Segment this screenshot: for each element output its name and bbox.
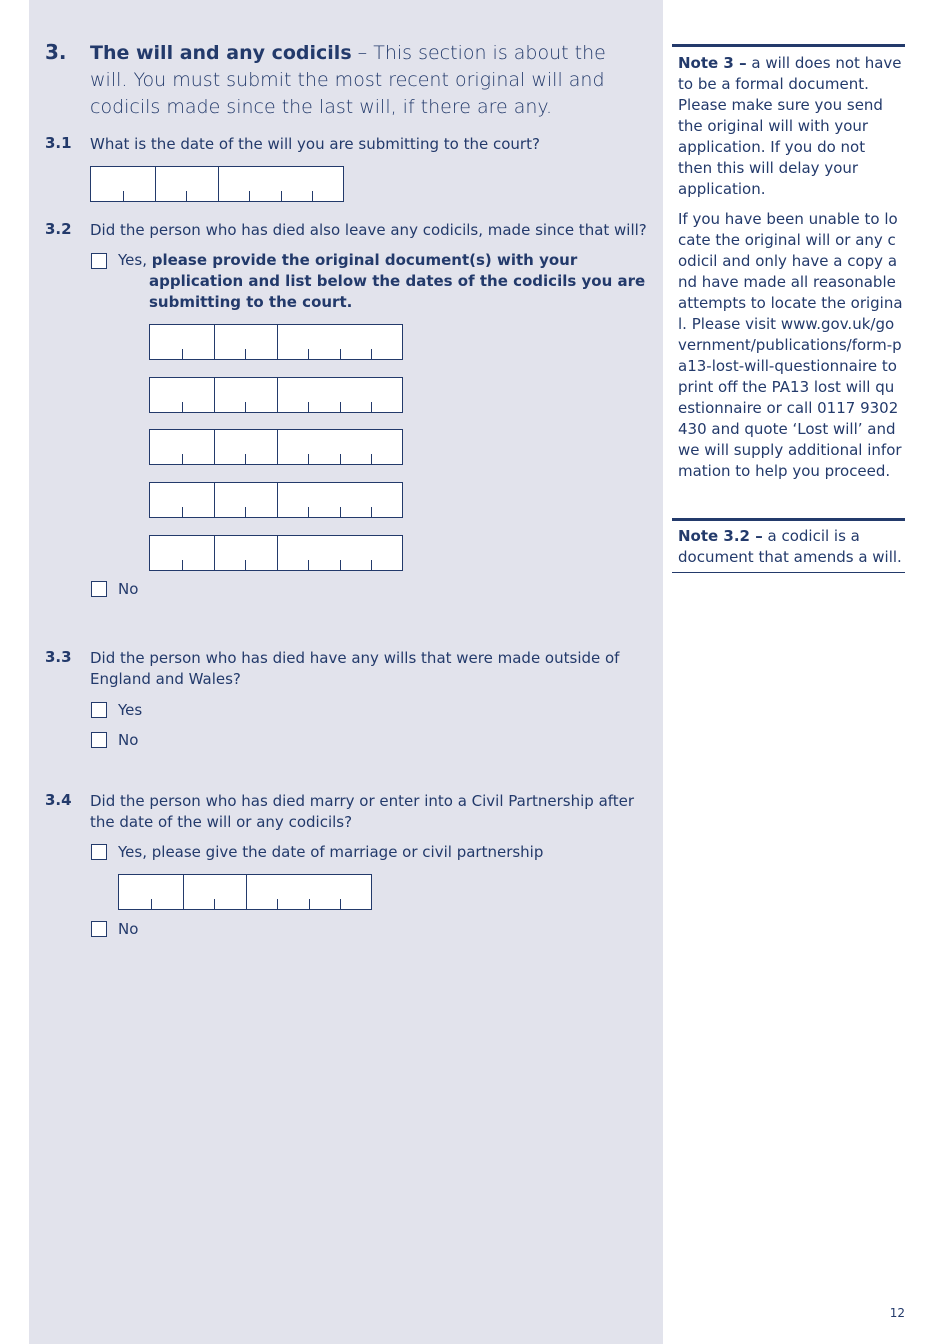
q33-yes-checkbox[interactable] bbox=[91, 702, 107, 718]
marriage-date-field[interactable] bbox=[118, 874, 372, 910]
q32-number: 3.2 bbox=[45, 220, 72, 238]
q33-no-label: No bbox=[118, 731, 139, 749]
note32-rule bbox=[672, 518, 905, 521]
q32-yes-prefix: Yes, bbox=[118, 251, 152, 269]
note3-rule bbox=[672, 44, 905, 47]
codicil-date-field-2[interactable] bbox=[149, 377, 403, 413]
section-number: 3. bbox=[45, 40, 67, 64]
q32-no-checkbox[interactable] bbox=[91, 581, 107, 597]
q34-yes-label: Yes, please give the date of marriage or civil partnership bbox=[118, 843, 544, 861]
q34-number: 3.4 bbox=[45, 791, 72, 809]
will-date-field[interactable] bbox=[90, 166, 344, 202]
note3-text: a will does not have to be a formal document. Please make sure you send the original will with your application. If you do not then this will delay your application. bbox=[678, 54, 902, 198]
note32-bottom-rule bbox=[672, 572, 905, 573]
q33-yes-label: Yes bbox=[118, 701, 143, 719]
q32-yes-checkbox[interactable] bbox=[91, 253, 107, 269]
section-title: The will and any codicils bbox=[90, 42, 352, 64]
q32-yes-instruction: please provide the original document(s) with your application and list below the dates of the codicils you are submitting to the court. bbox=[149, 251, 646, 311]
q34-no-checkbox[interactable] bbox=[91, 921, 107, 937]
codicil-date-field-5[interactable] bbox=[149, 535, 403, 571]
note32-text: a codicil is a document that amends a will. bbox=[678, 527, 902, 566]
codicil-date-field-4[interactable] bbox=[149, 482, 403, 518]
q34-yes-checkbox[interactable] bbox=[91, 844, 107, 860]
page-number: 12 bbox=[889, 1306, 905, 1320]
note32-label: Note 3.2 – bbox=[678, 527, 763, 545]
section-heading bbox=[90, 40, 630, 121]
q33-text: Did the person who has died have any wills that were made outside of England and Wales? bbox=[90, 649, 620, 688]
codicil-date-field-1[interactable] bbox=[149, 324, 403, 360]
section-intro: – This section is about the will. You must submit the most recent original will and codicils made since the last will, if there are any. bbox=[90, 42, 606, 118]
note3 bbox=[678, 53, 903, 200]
q32-text: Did the person who has died also leave any codicils, made since that will? bbox=[90, 221, 647, 239]
q32-no-label: No bbox=[118, 580, 139, 598]
q33-no-checkbox[interactable] bbox=[91, 732, 107, 748]
note3-label: Note 3 – bbox=[678, 54, 747, 72]
q34-text: Did the person who has died marry or enter into a Civil Partnership after the date of the will or any codicils? bbox=[90, 792, 635, 831]
q34-no-label: No bbox=[118, 920, 139, 938]
note3-paragraph-2: If you have been unable to locate the original will or any codicil and only have a copy and have made all reasonable attempts to locate the original. Please visit www.gov.uk/government/publications/form-pa13-lost-will-questionnaire to print off the PA13 lost will questionnaire or call 0117 9302430 and quote ‘Lost will’ and we will supply additional information to help you proceed. bbox=[678, 210, 903, 480]
q31-number: 3.1 bbox=[45, 134, 72, 152]
codicil-date-field-3[interactable] bbox=[149, 429, 403, 465]
note32 bbox=[678, 526, 903, 568]
q33-number: 3.3 bbox=[45, 648, 72, 666]
q31-text: What is the date of the will you are submitting to the court? bbox=[90, 135, 540, 153]
q32-yes-label bbox=[118, 250, 669, 313]
